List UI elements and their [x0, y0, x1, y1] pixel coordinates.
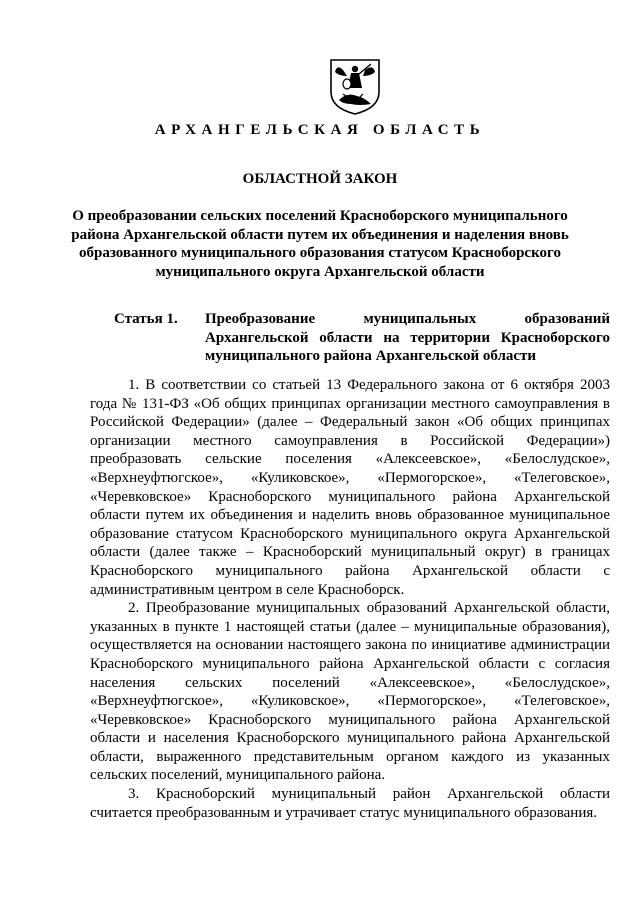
- coat-of-arms-icon: [329, 58, 381, 116]
- law-title: О преобразовании сельских поселений Красноборского муниципального района Архангельской области путем их объединения и наделения вновь образованного муниципального образования статусом Красноборского муниципального округа Архангельской области: [71, 208, 569, 280]
- paragraph-1: 1. В соответствии со статьей 13 Федерального закона от 6 октября 2003 года № 131-ФЗ «Об общих принципах организации местного самоуправления в Российской Федерации» (далее – Федеральный закон «Об общих принципах организации местного самоуправления в Российской Федерации») преобразовать сельские поселения «Алексеевское», «Белослудское», «Верхнеуфтюгское», «Куликовское», «Пермогорское», «Телеговское», «Черевковское» Красноборского муниципального района Архангельской области путем их объединения и наделить вновь образованное муниципальное образование статусом Красноборского муниципального округа Архангельской области (далее также – Красноборский муниципальный округ) в границах Красноборского муниципального района Архангельской области с административным центром в селе Красноборск.: [90, 377, 610, 598]
- article-heading: Преобразование муниципальных образований Архангельской области на территории Красноборского муниципального района Архангельской области: [205, 311, 610, 364]
- document-type: ОБЛАСТНОЙ ЗАКОН: [242, 171, 398, 187]
- article-number: Статья 1.: [114, 311, 178, 327]
- region-name: АРХАНГЕЛЬСКАЯ ОБЛАСТЬ: [154, 122, 486, 138]
- article-body: [90, 376, 610, 822]
- paragraph-3: 3. Красноборский муниципальный район Архангельской области считается преобразованным и утрачивает статус муниципального образования.: [90, 786, 610, 821]
- paragraph-2: 2. Преобразование муниципальных образований Архангельской области, указанных в пункте 1 настоящей статьи (далее – муниципальные образования), осуществляется на основании настоящего закона по инициативе администрации Красноборского муниципального района Архангельской области с согласия населения сельских поселений «Алексеевское», «Белослудское», «Верхнеуфтюгское», «Куликовское», «Пермогорское», «Телеговское», «Черевковское» Красноборского муниципального района Архангельской области и населения Красноборского муниципального района Архангельской области, выраженного представительным органом каждого из указанных сельских поселений, муниципального района.: [90, 600, 610, 784]
- article-header: [114, 310, 610, 366]
